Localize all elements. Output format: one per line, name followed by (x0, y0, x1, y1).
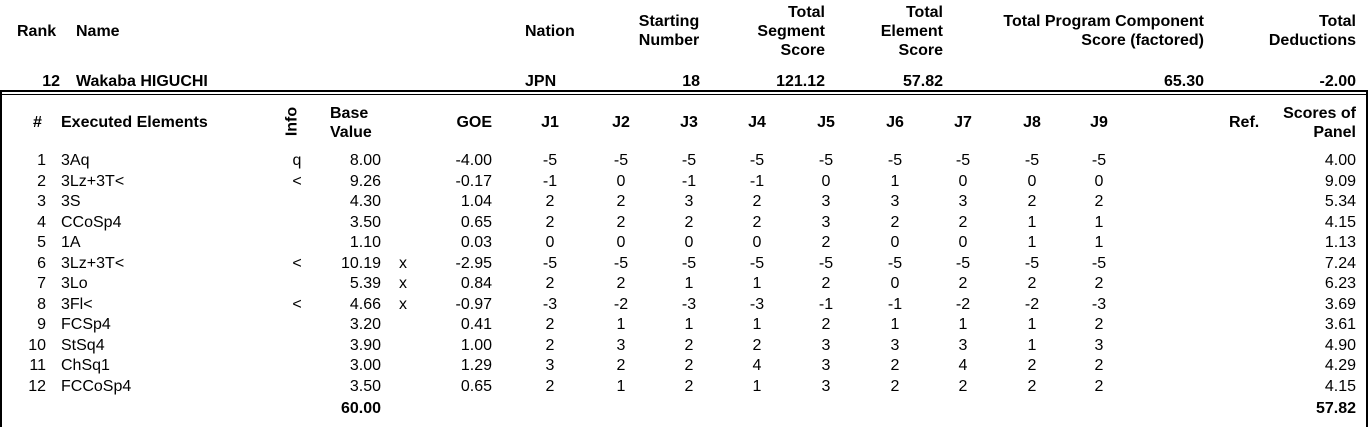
col-judge-header: J5 (817, 114, 835, 131)
skater-rank: 12 (42, 73, 60, 90)
element-number: 2 (37, 172, 46, 190)
table-row (0, 275, 1372, 295)
element-judge-score: 2 (616, 357, 626, 374)
element-name: 3Lo (61, 275, 88, 292)
element-judge-score: -3 (749, 295, 765, 313)
col-panel-header (1236, 104, 1356, 142)
starting-number-header-line2: Number (638, 32, 700, 49)
element-judge-score: 1 (1027, 336, 1037, 354)
element-judge-score: 2 (545, 193, 555, 210)
element-judge-score: 0 (684, 234, 694, 251)
element-judge-score: -5 (955, 152, 971, 169)
element-bonus-marker: x (399, 295, 407, 313)
element-judge-score: 3 (821, 193, 831, 210)
table-row (0, 296, 1372, 316)
top-divider-thin (0, 94, 1368, 95)
element-judge-score: 1 (752, 377, 762, 395)
element-base-value: 3.50 (349, 213, 381, 231)
skater-deductions: -2.00 (1319, 73, 1356, 90)
element-judge-score: 1 (752, 316, 762, 333)
element-judge-score: 2 (958, 377, 968, 395)
element-judge-score: 3 (821, 377, 831, 395)
top-divider (0, 90, 1368, 92)
element-panel-score: 4.29 (1324, 357, 1356, 374)
element-judge-score: -3 (1091, 295, 1107, 313)
skater-name: Wakaba HIGUCHI (76, 73, 208, 90)
skater-tss: 121.12 (776, 73, 825, 90)
deductions-header-line2: Deductions (1268, 32, 1356, 49)
element-judge-score: 2 (1027, 377, 1037, 395)
element-judge-score: 1 (684, 316, 694, 333)
skater-tes: 57.82 (902, 73, 943, 90)
element-judge-score: 2 (545, 275, 555, 292)
element-info: < (292, 295, 302, 313)
element-judge-score: 2 (958, 213, 968, 231)
skater-starting-number: 18 (682, 73, 700, 90)
element-judge-score: 2 (616, 193, 626, 210)
element-name: 3S (61, 193, 81, 210)
element-judge-score: 3 (958, 336, 968, 354)
element-judge-score: -5 (1024, 254, 1040, 272)
element-judge-score: 3 (616, 336, 626, 354)
element-judge-score: 3 (684, 193, 694, 210)
element-goe: 0.65 (460, 377, 492, 395)
element-judge-score: -5 (887, 152, 903, 169)
element-judge-score: -2 (1024, 295, 1040, 313)
element-judge-score: 2 (545, 377, 555, 395)
element-judge-score: 1 (1027, 234, 1037, 251)
element-judge-score: -5 (1091, 254, 1107, 272)
element-judge-score: 1 (958, 316, 968, 333)
element-name: 3Fl< (61, 295, 93, 313)
col-judge-header: J6 (886, 114, 904, 131)
table-row (0, 378, 1372, 398)
element-base-value: 10.19 (340, 254, 381, 272)
element-judge-score: 1 (1027, 213, 1037, 231)
element-info: < (292, 254, 302, 272)
element-name: 3Lz+3T< (61, 254, 125, 272)
element-number: 7 (37, 275, 46, 292)
table-row (0, 255, 1372, 275)
element-number: 8 (37, 295, 46, 313)
element-judge-score: 3 (1094, 336, 1104, 354)
element-judge-score: 2 (1027, 357, 1037, 374)
element-judge-score: 1 (684, 275, 694, 292)
col-panel-header-line2: Panel (1313, 124, 1356, 141)
element-name: FCCoSp4 (61, 377, 132, 395)
element-judge-score: 4 (752, 357, 762, 374)
element-judge-score: 2 (1027, 275, 1037, 292)
element-judge-score: -1 (681, 172, 697, 190)
col-judge-header: J9 (1090, 114, 1108, 131)
tss-header (735, 3, 825, 60)
element-judge-score: 3 (821, 336, 831, 354)
element-judge-score: 3 (890, 193, 900, 210)
element-judge-score: 1 (890, 172, 900, 190)
element-judge-score: 0 (1027, 172, 1037, 190)
element-base-value: 5.39 (349, 275, 381, 292)
element-judge-score: 1 (752, 275, 762, 292)
element-panel-score: 4.15 (1324, 377, 1356, 395)
col-base-header-line1: Base (330, 105, 369, 122)
element-panel-score: 3.61 (1324, 316, 1356, 333)
element-goe: -0.97 (455, 295, 492, 313)
element-judge-score: -1 (818, 295, 834, 313)
tes-header-line1: Total (905, 4, 943, 21)
starting-number-header-line1: Starting (638, 13, 700, 30)
deductions-header (1236, 12, 1356, 50)
element-judge-score: -2 (613, 295, 629, 313)
element-number: 1 (37, 152, 46, 169)
pcs-header (960, 12, 1204, 50)
element-bonus-marker: x (399, 254, 407, 272)
tss-header-line3: Score (780, 42, 825, 59)
element-judge-score: 3 (821, 213, 831, 231)
element-name: 3Lz+3T< (61, 172, 125, 190)
element-judge-score: 2 (684, 377, 694, 395)
element-judge-score: -5 (542, 152, 558, 169)
col-num-header: # (33, 114, 42, 131)
base-value-total: 60.00 (340, 400, 381, 417)
element-judge-score: 1 (1094, 234, 1104, 251)
table-row (0, 357, 1372, 377)
pcs-header-line1: Total Program Component (1003, 13, 1204, 30)
element-number: 6 (37, 254, 46, 272)
element-base-value: 4.66 (349, 295, 381, 313)
element-judge-score: 3 (890, 336, 900, 354)
element-judge-score: 2 (752, 336, 762, 354)
element-judge-score: 3 (958, 193, 968, 210)
tes-header (853, 3, 943, 60)
element-judge-score: 2 (1094, 316, 1104, 333)
panel-score-total: 57.82 (1315, 400, 1356, 417)
element-goe: 0.65 (460, 213, 492, 231)
element-judge-score: 2 (616, 213, 626, 231)
element-goe: 1.00 (460, 336, 492, 354)
element-judge-score: 0 (890, 234, 900, 251)
table-row (0, 193, 1372, 213)
element-judge-score: -5 (955, 254, 971, 272)
col-judge-header: J8 (1023, 114, 1041, 131)
name-header: Name (76, 23, 120, 40)
element-judge-score: 2 (684, 336, 694, 354)
col-ref-header: Ref. (1229, 114, 1260, 131)
element-judge-score: 0 (958, 234, 968, 251)
element-goe: -0.17 (455, 172, 492, 190)
element-judge-score: -5 (1024, 152, 1040, 169)
element-number: 11 (29, 357, 46, 374)
element-judge-score: -2 (955, 295, 971, 313)
element-number: 10 (28, 336, 46, 354)
element-info: q (292, 152, 302, 169)
rank-header: Rank (17, 23, 57, 40)
element-base-value: 3.90 (349, 336, 381, 354)
element-judge-score: 2 (958, 275, 968, 292)
element-judge-score: 2 (1027, 193, 1037, 210)
element-judge-score: 2 (821, 234, 831, 251)
element-base-value: 3.00 (349, 357, 381, 374)
element-judge-score: 2 (890, 377, 900, 395)
element-name: 3Aq (61, 152, 90, 169)
element-judge-score: 2 (1094, 193, 1104, 210)
pcs-header-line2: Score (factored) (1081, 32, 1204, 49)
table-row (0, 214, 1372, 234)
element-judge-score: -5 (613, 254, 629, 272)
element-judge-score: 2 (752, 193, 762, 210)
col-executed-header: Executed Elements (61, 114, 208, 131)
element-panel-score: 7.24 (1324, 254, 1356, 272)
col-judge-header: J1 (541, 114, 559, 131)
element-judge-score: 2 (1094, 275, 1104, 292)
element-judge-score: 0 (890, 275, 900, 292)
element-judge-score: 2 (616, 275, 626, 292)
col-goe-header: GOE (456, 114, 492, 131)
table-row (0, 152, 1372, 172)
tes-header-line3: Score (898, 42, 943, 59)
element-name: ChSq1 (61, 357, 110, 374)
element-panel-score: 9.09 (1324, 172, 1356, 190)
element-panel-score: 4.15 (1324, 213, 1356, 231)
element-goe: -2.95 (455, 254, 492, 272)
element-panel-score: 4.00 (1324, 152, 1356, 169)
col-judge-header: J7 (954, 114, 972, 131)
element-judge-score: -5 (749, 152, 765, 169)
element-base-value: 3.50 (349, 377, 381, 395)
element-goe: 1.29 (460, 357, 492, 374)
element-judge-score: -5 (887, 254, 903, 272)
element-judge-score: 1 (1027, 316, 1037, 333)
element-judge-score: 2 (821, 275, 831, 292)
element-number: 4 (37, 213, 46, 231)
element-name: 1A (61, 234, 81, 251)
table-row (0, 173, 1372, 193)
tes-header-line2: Element (880, 23, 943, 40)
element-judge-score: 0 (1094, 172, 1104, 190)
skater-nation: JPN (525, 73, 557, 90)
element-base-value: 1.10 (349, 234, 381, 251)
element-judge-score: 2 (545, 213, 555, 231)
element-name: FCSp4 (61, 316, 111, 333)
element-judge-score: 2 (890, 213, 900, 231)
element-judge-score: 2 (545, 316, 555, 333)
element-judge-score: 1 (1094, 213, 1104, 231)
element-judge-score: -1 (887, 295, 903, 313)
nation-header: Nation (525, 23, 575, 40)
element-judge-score: -5 (818, 254, 834, 272)
element-judge-score: -5 (681, 254, 697, 272)
element-judge-score: 2 (821, 316, 831, 333)
element-name: StSq4 (61, 336, 105, 354)
table-row (0, 316, 1372, 336)
element-panel-score: 6.23 (1324, 275, 1356, 292)
element-judge-score: 2 (684, 213, 694, 231)
col-base-header (330, 104, 372, 142)
element-number: 3 (37, 193, 46, 210)
element-judge-score: 0 (616, 172, 626, 190)
col-panel-header-line1: Scores of (1283, 105, 1356, 122)
table-row (0, 337, 1372, 357)
col-info-header: Info (283, 106, 301, 137)
col-judge-header: J3 (680, 114, 698, 131)
element-goe: 0.84 (460, 275, 492, 292)
element-goe: -4.00 (455, 152, 492, 169)
element-judge-score: 0 (545, 234, 555, 251)
element-judge-score: 3 (821, 357, 831, 374)
element-goe: 0.41 (460, 316, 492, 333)
element-judge-score: -5 (749, 254, 765, 272)
element-judge-score: 3 (545, 357, 555, 374)
starting-number-header (629, 12, 709, 50)
element-info: < (292, 172, 302, 190)
element-judge-score: 0 (821, 172, 831, 190)
element-base-value: 4.30 (349, 193, 381, 210)
element-judge-score: 0 (958, 172, 968, 190)
tss-header-line1: Total (787, 4, 825, 21)
element-judge-score: 1 (890, 316, 900, 333)
element-judge-score: 2 (1094, 377, 1104, 395)
element-judge-score: 1 (616, 316, 626, 333)
element-panel-score: 3.69 (1324, 295, 1356, 313)
deductions-header-line1: Total (1318, 13, 1356, 30)
skater-pcs: 65.30 (1163, 73, 1204, 90)
element-judge-score: -1 (542, 172, 558, 190)
col-judge-header: J4 (748, 114, 766, 131)
element-judge-score: -5 (613, 152, 629, 169)
element-number: 12 (28, 377, 46, 395)
element-number: 5 (37, 234, 46, 251)
element-judge-score: 4 (958, 357, 968, 374)
element-judge-score: -5 (542, 254, 558, 272)
element-judge-score: -3 (542, 295, 558, 313)
tss-header-line2: Segment (757, 23, 825, 40)
element-judge-score: -3 (681, 295, 697, 313)
element-name: CCoSp4 (61, 213, 122, 231)
element-bonus-marker: x (399, 275, 407, 292)
element-goe: 1.04 (460, 193, 492, 210)
element-judge-score: -1 (749, 172, 765, 190)
element-base-value: 9.26 (349, 172, 381, 190)
table-row (0, 234, 1372, 254)
col-judge-header: J2 (612, 114, 630, 131)
element-judge-score: -5 (681, 152, 697, 169)
element-judge-score: 0 (616, 234, 626, 251)
element-judge-score: 2 (890, 357, 900, 374)
element-judge-score: 0 (752, 234, 762, 251)
element-judge-score: -5 (818, 152, 834, 169)
element-panel-score: 1.13 (1324, 234, 1356, 251)
element-judge-score: 2 (752, 213, 762, 231)
element-base-value: 8.00 (349, 152, 381, 169)
element-judge-score: -5 (1091, 152, 1107, 169)
element-base-value: 3.20 (349, 316, 381, 333)
element-number: 9 (37, 316, 46, 333)
element-panel-score: 4.90 (1324, 336, 1356, 354)
element-judge-score: 2 (684, 357, 694, 374)
element-panel-score: 5.34 (1324, 193, 1356, 210)
element-judge-score: 2 (1094, 357, 1104, 374)
element-goe: 0.03 (460, 234, 492, 251)
element-judge-score: 2 (545, 336, 555, 354)
element-judge-score: 1 (616, 377, 626, 395)
col-base-header-line2: Value (330, 124, 372, 141)
